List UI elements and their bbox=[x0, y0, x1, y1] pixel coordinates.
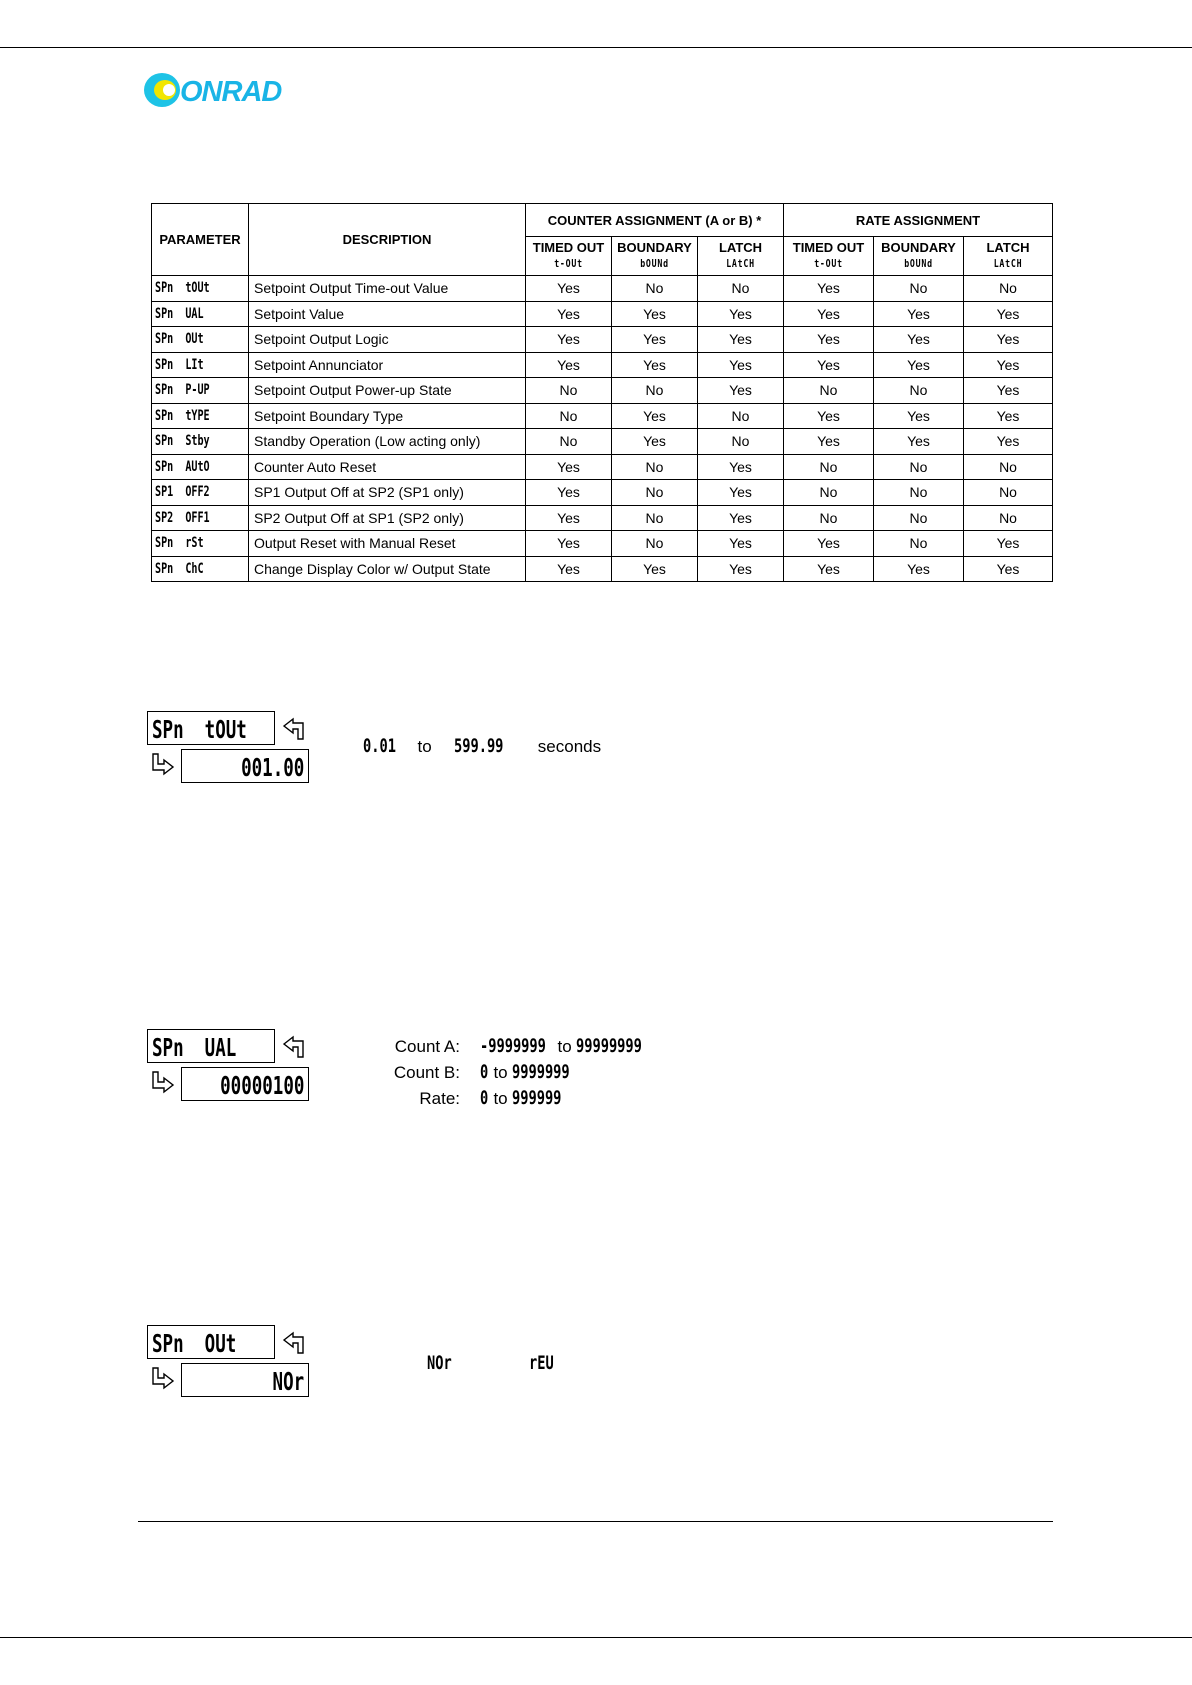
subheader-mnemonic: bOUNd bbox=[640, 257, 669, 270]
parameter-description: Setpoint Boundary Type bbox=[249, 403, 526, 429]
assignment-cell: Yes bbox=[612, 352, 698, 378]
assignment-cell: No bbox=[526, 403, 612, 429]
parameter-code: SPn AUtO bbox=[152, 454, 249, 480]
assignment-cell: Yes bbox=[964, 301, 1053, 327]
svg-text:ONRAD: ONRAD bbox=[180, 76, 282, 108]
assignment-cell: Yes bbox=[526, 531, 612, 557]
assignment-cell: No bbox=[698, 276, 784, 302]
assignment-cell: Yes bbox=[526, 454, 612, 480]
top-rule bbox=[0, 47, 1192, 48]
assignment-cell: No bbox=[526, 378, 612, 404]
assignment-cell: Yes bbox=[698, 505, 784, 531]
display-value: 001.00 bbox=[181, 749, 309, 783]
assignment-cell: Yes bbox=[964, 403, 1053, 429]
parameter-description: SP1 Output Off at SP2 (SP1 only) bbox=[249, 480, 526, 506]
table-row bbox=[152, 301, 1053, 327]
subheader-mnemonic: LAtCH bbox=[726, 257, 755, 270]
table-row bbox=[152, 480, 1053, 506]
assignment-cell: No bbox=[874, 454, 964, 480]
subheader-label: BOUNDARY bbox=[617, 240, 692, 255]
assignment-cell: No bbox=[612, 531, 698, 557]
assignment-cell: Yes bbox=[698, 531, 784, 557]
conrad-logo bbox=[142, 70, 302, 110]
assignment-cell: No bbox=[698, 403, 784, 429]
range-count-a: Count A: -9999999 to 99999999 bbox=[394, 1035, 642, 1057]
assignment-cell: No bbox=[964, 276, 1053, 302]
value-arrow-icon bbox=[147, 751, 175, 779]
assignment-cell: Yes bbox=[874, 301, 964, 327]
parameter-description: Output Reset with Manual Reset bbox=[249, 531, 526, 557]
table-row bbox=[152, 403, 1053, 429]
advance-arrow-icon bbox=[281, 715, 309, 743]
assignment-cell: No bbox=[612, 276, 698, 302]
assignment-cell: Yes bbox=[784, 276, 874, 302]
header-rate-assignment: RATE ASSIGNMENT bbox=[784, 204, 1053, 237]
display-parameter-code: SPn tOUt bbox=[147, 711, 275, 745]
display-output-logic bbox=[147, 1325, 312, 1401]
assignment-cell: Yes bbox=[612, 429, 698, 455]
display-timeout bbox=[147, 711, 312, 787]
assignment-cell: No bbox=[874, 505, 964, 531]
assignment-cell: Yes bbox=[784, 429, 874, 455]
assignment-cell: Yes bbox=[874, 403, 964, 429]
subheader-0 bbox=[526, 237, 612, 276]
assignment-cell: Yes bbox=[964, 327, 1053, 353]
logic-option-reverse: rEU bbox=[528, 1352, 554, 1374]
assignment-cell: Yes bbox=[698, 480, 784, 506]
display-setpoint-value bbox=[147, 1029, 312, 1105]
parameter-code: SPn LIt bbox=[152, 352, 249, 378]
footer-rule bbox=[138, 1521, 1053, 1522]
subheader-mnemonic: LAtCH bbox=[993, 257, 1023, 270]
parameter-code: SP1 OFF2 bbox=[152, 480, 249, 506]
assignment-cell: No bbox=[874, 531, 964, 557]
assignment-cell: No bbox=[964, 480, 1053, 506]
assignment-cell: No bbox=[964, 454, 1053, 480]
subheader-2 bbox=[698, 237, 784, 276]
parameter-code: SPn UAL bbox=[152, 301, 249, 327]
assignment-cell: No bbox=[612, 480, 698, 506]
table-row bbox=[152, 556, 1053, 582]
subheader-3 bbox=[784, 237, 874, 276]
assignment-cell: No bbox=[612, 454, 698, 480]
assignment-cell: Yes bbox=[964, 556, 1053, 582]
parameter-description: Counter Auto Reset bbox=[249, 454, 526, 480]
value-arrow-icon bbox=[147, 1365, 175, 1393]
assignment-cell: Yes bbox=[698, 301, 784, 327]
assignment-cell: Yes bbox=[612, 556, 698, 582]
subheader-label: TIMED OUT bbox=[792, 240, 865, 255]
parameter-assignment-table bbox=[151, 203, 1053, 582]
assignment-cell: Yes bbox=[612, 327, 698, 353]
assignment-cell: Yes bbox=[784, 352, 874, 378]
header-counter-assignment: COUNTER ASSIGNMENT (A or B) * bbox=[526, 204, 784, 237]
timeout-to: to bbox=[417, 737, 432, 756]
parameter-code: SPn OUt bbox=[152, 327, 249, 353]
range-count-b: Count B: 0 to 9999999 bbox=[393, 1061, 570, 1083]
assignment-cell: No bbox=[874, 480, 964, 506]
assignment-cell: Yes bbox=[526, 327, 612, 353]
value-ranges bbox=[378, 1035, 667, 1113]
parameter-description: Setpoint Output Logic bbox=[249, 327, 526, 353]
assignment-cell: Yes bbox=[874, 327, 964, 353]
bottom-rule bbox=[0, 1637, 1192, 1638]
subheader-1 bbox=[612, 237, 698, 276]
table-row bbox=[152, 327, 1053, 353]
parameter-code: SPn ChC bbox=[152, 556, 249, 582]
parameter-code: SP2 OFF1 bbox=[152, 505, 249, 531]
assignment-cell: Yes bbox=[874, 429, 964, 455]
assignment-cell: Yes bbox=[526, 556, 612, 582]
timeout-range bbox=[363, 735, 601, 757]
assignment-cell: No bbox=[874, 378, 964, 404]
table-row bbox=[152, 276, 1053, 302]
assignment-cell: Yes bbox=[784, 301, 874, 327]
parameter-description: SP2 Output Off at SP1 (SP2 only) bbox=[249, 505, 526, 531]
timeout-unit: seconds bbox=[537, 737, 602, 756]
table-row bbox=[152, 454, 1053, 480]
subheader-5 bbox=[964, 237, 1053, 276]
timeout-max: 599.99 bbox=[454, 735, 504, 757]
assignment-cell: Yes bbox=[964, 378, 1053, 404]
subheader-label: TIMED OUT bbox=[532, 240, 605, 255]
display-parameter-code: SPn OUt bbox=[147, 1325, 275, 1359]
assignment-cell: Yes bbox=[874, 556, 964, 582]
assignment-cell: Yes bbox=[698, 378, 784, 404]
assignment-cell: No bbox=[526, 429, 612, 455]
value-arrow-icon bbox=[147, 1069, 175, 1097]
table-row bbox=[152, 505, 1053, 531]
assignment-cell: No bbox=[964, 505, 1053, 531]
assignment-cell: Yes bbox=[698, 454, 784, 480]
subheader-4 bbox=[874, 237, 964, 276]
assignment-cell: Yes bbox=[612, 403, 698, 429]
parameter-description: Setpoint Output Time-out Value bbox=[249, 276, 526, 302]
subheader-label: LATCH bbox=[718, 240, 763, 255]
assignment-cell: Yes bbox=[784, 403, 874, 429]
assignment-cell: Yes bbox=[526, 301, 612, 327]
parameter-description: Setpoint Value bbox=[249, 301, 526, 327]
assignment-cell: Yes bbox=[964, 352, 1053, 378]
parameter-description: Setpoint Annunciator bbox=[249, 352, 526, 378]
assignment-cell: Yes bbox=[784, 556, 874, 582]
logic-options bbox=[427, 1352, 563, 1375]
assignment-cell: No bbox=[784, 480, 874, 506]
table-row bbox=[152, 429, 1053, 455]
header-parameter: PARAMETER bbox=[152, 204, 249, 276]
subheader-label: LATCH bbox=[986, 240, 1030, 255]
assignment-cell: Yes bbox=[698, 352, 784, 378]
parameter-code: SPn tOUt bbox=[152, 276, 249, 302]
range-rate: Rate: 0 to 999999 bbox=[419, 1087, 562, 1109]
assignment-cell: No bbox=[612, 378, 698, 404]
subheader-mnemonic: t-OUt bbox=[554, 257, 583, 270]
parameter-description: Change Display Color w/ Output State bbox=[249, 556, 526, 582]
advance-arrow-icon bbox=[281, 1329, 309, 1357]
assignment-cell: Yes bbox=[526, 480, 612, 506]
assignment-cell: Yes bbox=[784, 531, 874, 557]
assignment-cell: Yes bbox=[784, 327, 874, 353]
assignment-cell: Yes bbox=[964, 531, 1053, 557]
assignment-cell: Yes bbox=[526, 505, 612, 531]
assignment-cell: Yes bbox=[612, 301, 698, 327]
parameter-description: Setpoint Output Power-up State bbox=[249, 378, 526, 404]
subheader-label: BOUNDARY bbox=[881, 240, 956, 255]
assignment-cell: No bbox=[612, 505, 698, 531]
assignment-cell: Yes bbox=[698, 556, 784, 582]
logic-option-normal: NOr bbox=[427, 1352, 452, 1374]
assignment-cell: Yes bbox=[698, 327, 784, 353]
assignment-cell: Yes bbox=[874, 352, 964, 378]
assignment-cell: Yes bbox=[526, 276, 612, 302]
parameter-code: SPn tYPE bbox=[152, 403, 249, 429]
header-description: DESCRIPTION bbox=[249, 204, 526, 276]
subheader-mnemonic: t-OUt bbox=[814, 257, 843, 270]
table-row bbox=[152, 378, 1053, 404]
assignment-cell: No bbox=[784, 378, 874, 404]
table-row bbox=[152, 531, 1053, 557]
parameter-code: SPn Stby bbox=[152, 429, 249, 455]
parameter-code: SPn P-UP bbox=[152, 378, 249, 404]
parameter-description: Standby Operation (Low acting only) bbox=[249, 429, 526, 455]
assignment-cell: No bbox=[784, 454, 874, 480]
assignment-cell: No bbox=[784, 505, 874, 531]
parameter-code: SPn rSt bbox=[152, 531, 249, 557]
advance-arrow-icon bbox=[281, 1033, 309, 1061]
assignment-cell: No bbox=[698, 429, 784, 455]
assignment-cell: Yes bbox=[964, 429, 1053, 455]
display-value: NOr bbox=[181, 1363, 309, 1397]
display-value: 00000100 bbox=[181, 1067, 309, 1101]
timeout-min: 0.01 bbox=[363, 735, 396, 757]
table-row bbox=[152, 352, 1053, 378]
display-parameter-code: SPn UAL bbox=[147, 1029, 275, 1063]
subheader-mnemonic: bOUNd bbox=[904, 257, 933, 270]
assignment-cell: No bbox=[874, 276, 964, 302]
assignment-cell: Yes bbox=[526, 352, 612, 378]
